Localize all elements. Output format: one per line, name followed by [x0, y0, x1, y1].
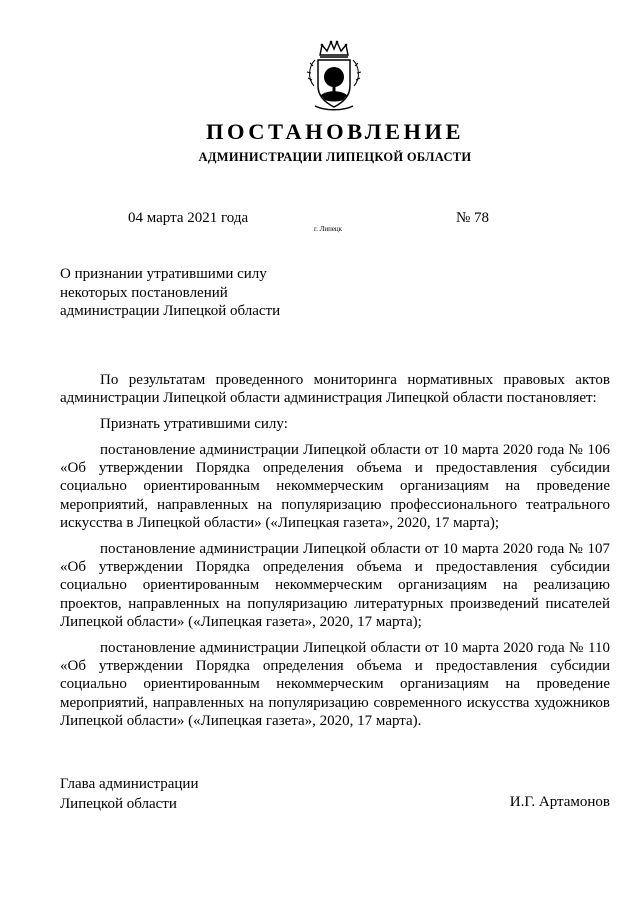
document-subtitle: АДМИНИСТРАЦИИ ЛИПЕЦКОЙ ОБЛАСТИ — [198, 150, 472, 164]
body-paragraph: постановление администрации Липецкой области от 10 марта 2020 года № 107 «Об утверждении Порядка определения объема и предоставления субсидии социально ориентированным некоммерческим организациям на реализацию проектов, направленных на популяризацию литературных произведений писателей Липецкой области» («Липецкая газета», 2020, 17 марта); — [60, 540, 610, 631]
body-paragraph: По результатам проведенного мониторинга нормативных правовых актов администрации Липецкой области администрация Липецкой области постановляет: — [60, 372, 610, 407]
lipetsk-coat-of-arms-icon — [305, 40, 363, 112]
subject-line: О признании утратившими силу — [60, 266, 267, 282]
subject-line: администрации Липецкой области — [60, 303, 281, 319]
document-subject — [60, 265, 280, 321]
document-city: г. Липецк — [314, 225, 343, 233]
signatory-name: И.Г. Артамонов — [509, 794, 610, 810]
signatory-title-line: Глава администрации — [60, 776, 199, 792]
signatory-title — [60, 774, 198, 814]
subject-line: некоторых постановлений — [60, 284, 228, 301]
document-date: 04 марта 2021 года — [128, 210, 249, 226]
signatory-title-line: Липецкой области — [60, 796, 177, 812]
body-paragraph: Признать утратившими силу: — [100, 416, 288, 433]
document-number: № 78 — [456, 210, 490, 226]
document-body — [60, 371, 610, 738]
document-title: ПОСТАНОВЛЕНИЕ — [205, 119, 465, 144]
body-paragraph: постановление администрации Липецкой области от 10 марта 2020 года № 106 «Об утверждении Порядка определения объема и предоставления субсидии социально ориентированным некоммерческим организациям на проведение мероприятий, направленных на популяризацию профессионального театрального искусства в Липецкой области» («Липецкая газета», 2020, 17 марта); — [60, 441, 610, 532]
body-paragraph: постановление администрации Липецкой области от 10 марта 2020 года № 110 «Об утверждении Порядка определения объема и предоставления субсидии социально ориентированным некоммерческим организациям на проведение мероприятий, направленных на популяризацию современного искусства художников Липецкой области» («Липецкая газета», 2020, 17 марта). — [60, 639, 610, 730]
